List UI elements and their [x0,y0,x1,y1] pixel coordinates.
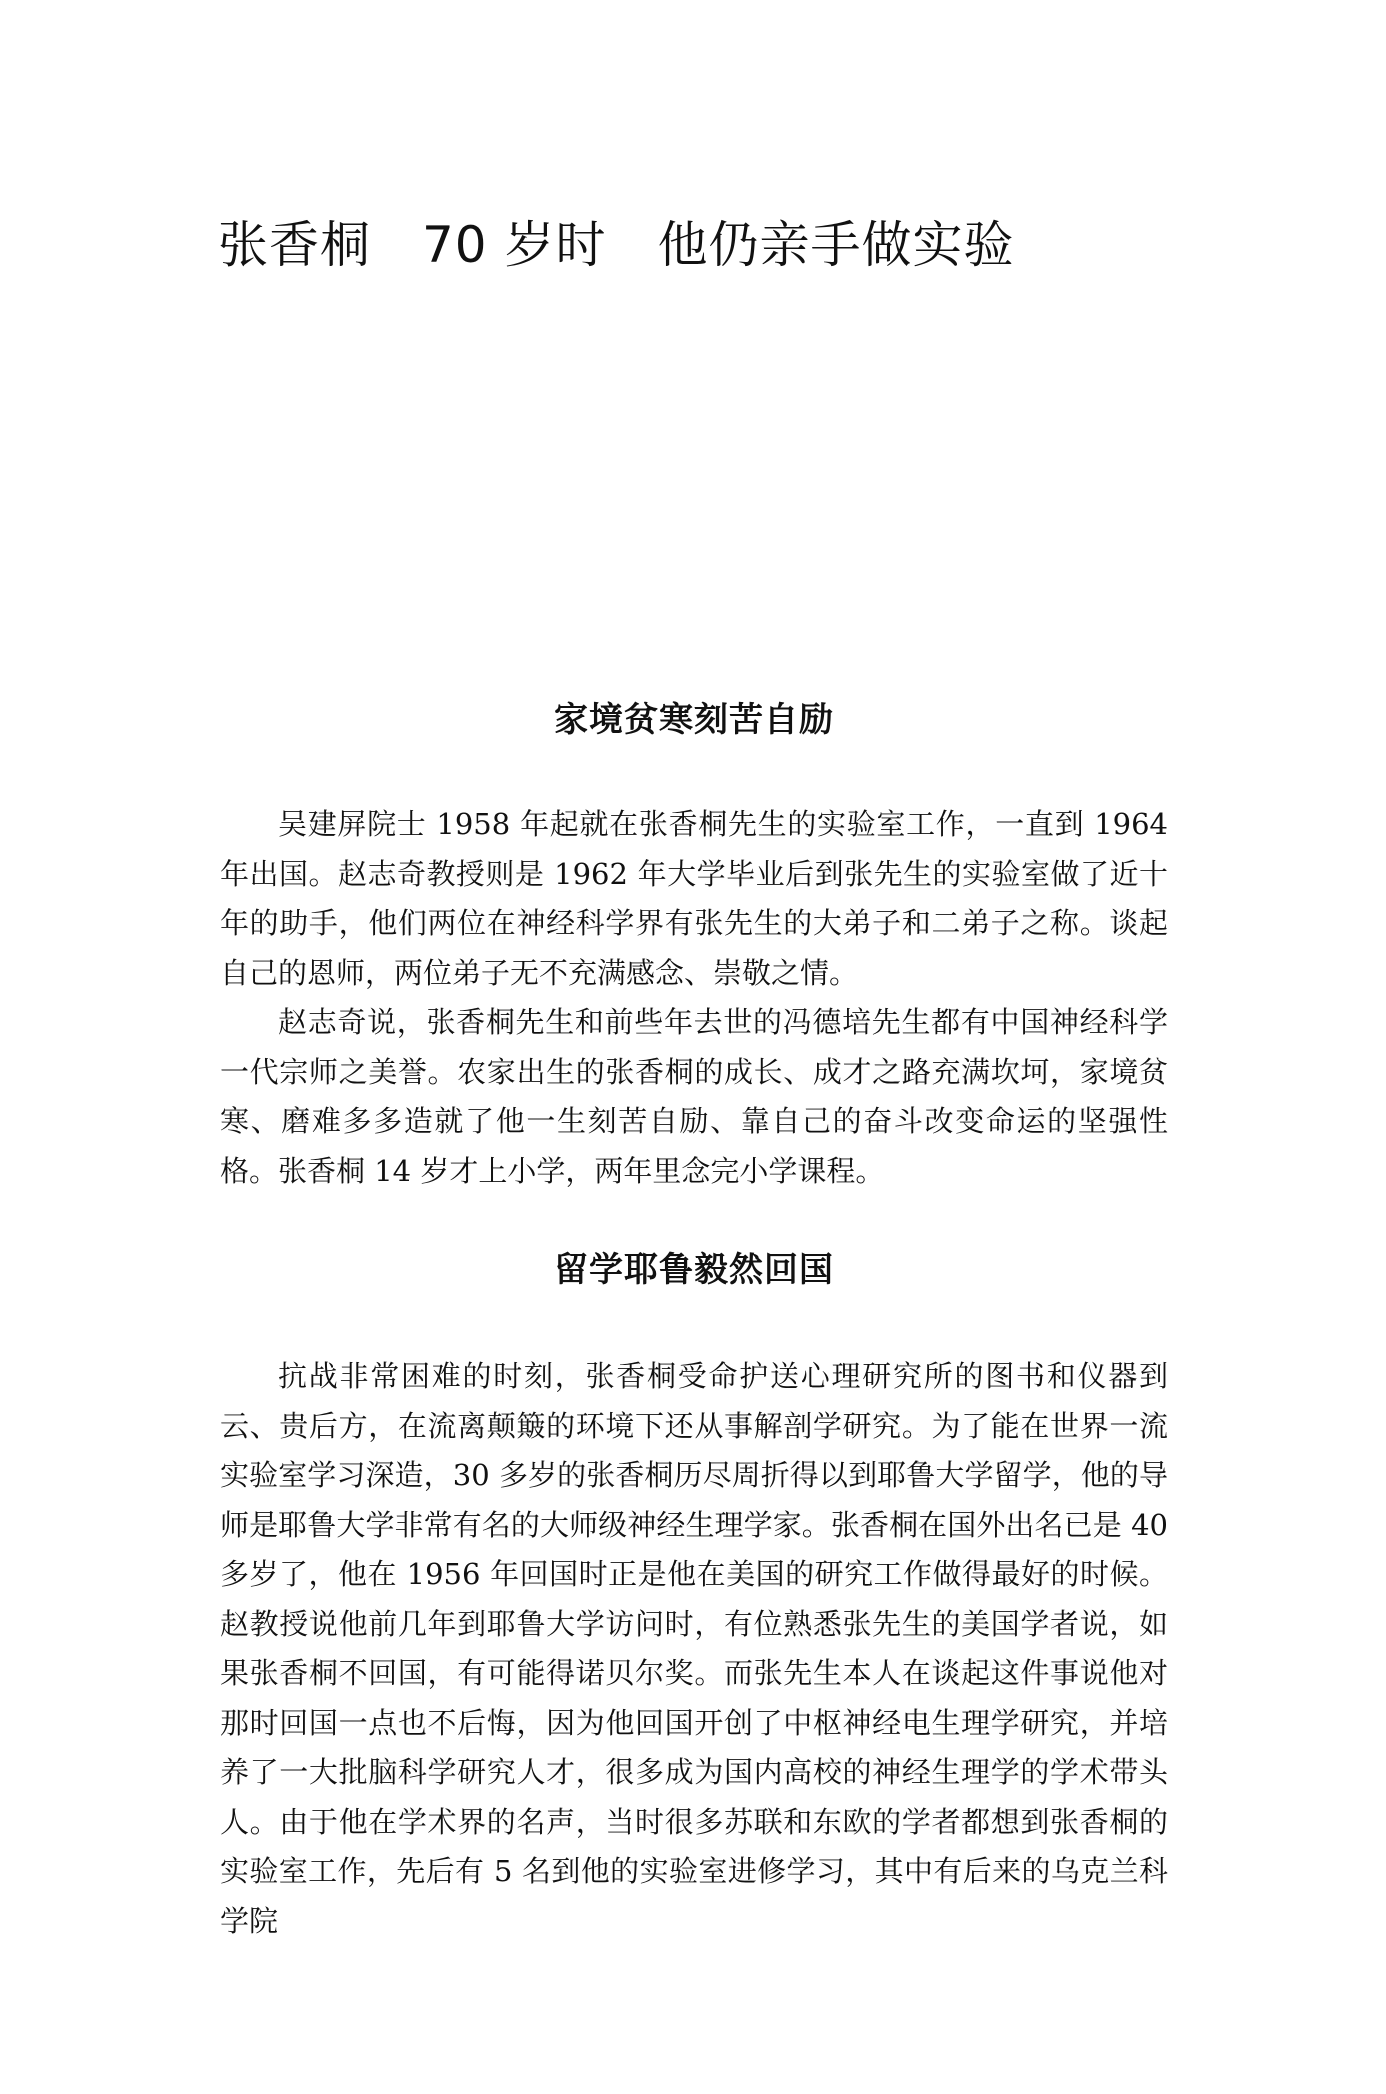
article-body [220,690,1168,1946]
paragraph: 抗战非常困难的时刻，张香桐受命护送心理研究所的图书和仪器到云、贵后方，在流离颠簸的环境下还从事解剖学研究。为了能在世界一流实验室学习深造，30 多岁的张香桐历尽周折得以到耶鲁大学留学，他的导师是耶鲁大学非常有名的大师级神经生理学家。张香桐在国外出名已是 40 多岁了，他在 1956 年回国时正是他在美国的研究工作做得最好的时候。赵教授说他前几年到耶鲁大学访问时，有位熟悉张先生的美国学者说，如果张香桐不回国，有可能得诺贝尔奖。而张先生本人在谈起这件事说他对那时回国一点也不后悔，因为他回国开创了中枢神经电生理学研究，并培养了一大批脑科学研究人才，很多成为国内高校的神经生理学的学术带头人。由于他在学术界的名声，当时很多苏联和东欧的学者都想到张香桐的实验室工作，先后有 5 名到他的实验室进修学习，其中有后来的乌克兰科学院 [220,1359,1168,1938]
section-heading-family-background: 家境贫寒刻苦自励 [554,700,834,740]
section-heading-study-at-yale: 留学耶鲁毅然回国 [554,1250,834,1290]
paragraph: 赵志奇说，张香桐先生和前些年去世的冯德培先生都有中国神经科学一代宗师之美誉。农家出生的张香桐的成长、成才之路充满坎坷，家境贫寒、磨难多多造就了他一生刻苦自励、靠自己的奋斗改变命运的坚强性格。张香桐 14 岁才上小学，两年里念完小学课程。 [220,1005,1168,1188]
paragraph: 吴建屏院士 1958 年起就在张香桐先生的实验室工作，一直到 1964 年出国。赵志奇教授则是 1962 年大学毕业后到张先生的实验室做了近十年的助手，他们两位在神经科学界有张先生的大弟子和二弟子之称。谈起自己的恩师，两位弟子无不充满感念、崇敬之情。 [220,807,1168,990]
chapter-title: 张香桐 70 岁时 他仍亲手做实验 [218,216,1015,274]
